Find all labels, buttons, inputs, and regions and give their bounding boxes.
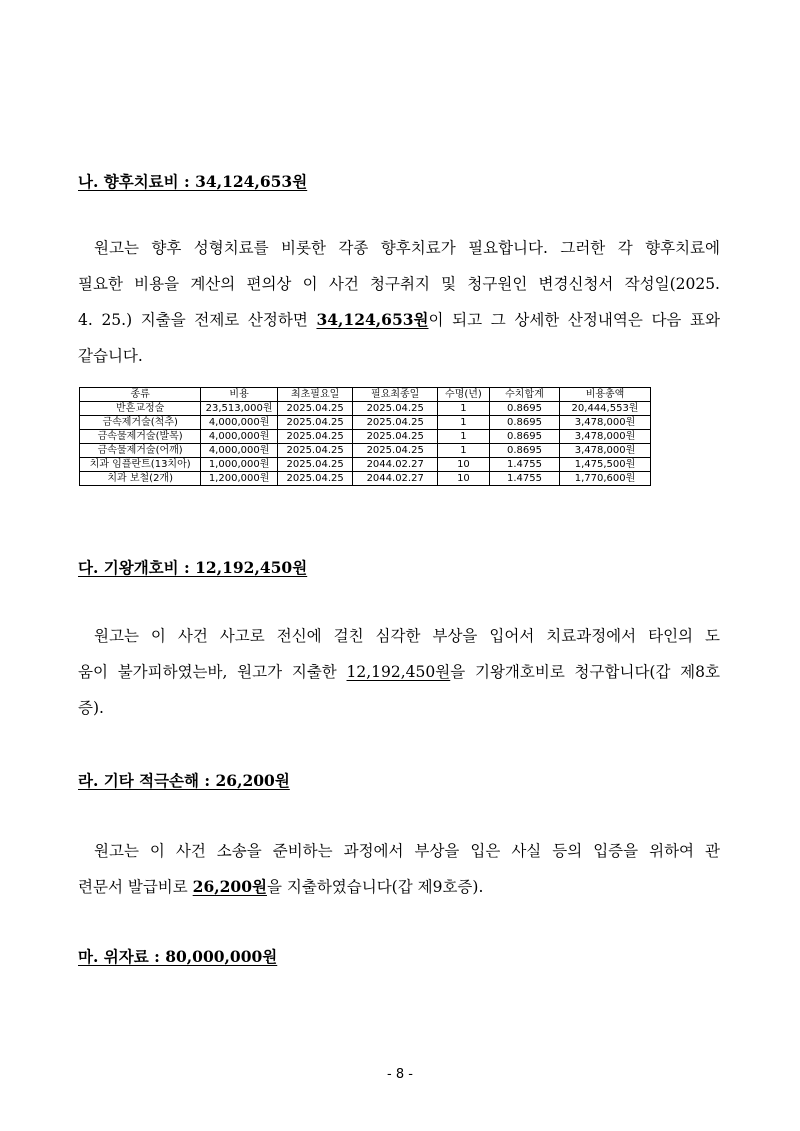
column-header: 종류: [80, 388, 201, 402]
table-row: [80, 472, 651, 486]
paragraph-line: 필요한 비용을 계산의 편의상 이 사건 청구취지 및 청구원인 변경신청서 작성일(2025.: [78, 275, 720, 293]
column-header: 최초필요일: [277, 388, 353, 402]
paragraph-line: 원고는 향후 성형치료를 비롯한 각종 향후치료가 필요합니다. 그러한 각 향후치료에: [94, 239, 720, 257]
table-cell: 0.8695: [489, 402, 559, 416]
table-cell: 반흔교정술: [80, 402, 201, 416]
table-cell: 2025.04.25: [353, 430, 438, 444]
table-cell: 3,478,000원: [560, 444, 651, 458]
column-header: 수명(년): [437, 388, 489, 402]
table-cell: 10: [437, 472, 489, 486]
table-cell: 2025.04.25: [277, 458, 353, 472]
table-cell: 4,000,000원: [201, 416, 278, 430]
table-cell: 금속물제거술(발목): [80, 430, 201, 444]
paragraph-line: 같습니다.: [78, 347, 143, 365]
table-cell: 0.8695: [489, 430, 559, 444]
table-cell: 2025.04.25: [353, 444, 438, 458]
paragraph-text: 을 기왕개호비로 청구합니다(갑 제8호: [450, 663, 720, 681]
past-nursing-paragraph: [78, 624, 720, 732]
past-nursing-amount: 12,192,450원: [346, 663, 451, 681]
table-row: [80, 402, 651, 416]
table-cell: 20,444,553원: [560, 402, 651, 416]
section-heading-future-treatment: 나. 향후치료비 : 34,124,653원: [78, 172, 308, 191]
table-cell: 1,475,500원: [560, 458, 651, 472]
table-cell: 금속물제거술(어깨): [80, 444, 201, 458]
table-cell: 금속제거술(척추): [80, 416, 201, 430]
table-cell: 0.8695: [489, 416, 559, 430]
table-cell: 3,478,000원: [560, 430, 651, 444]
paragraph-line: 원고는 이 사건 사고로 전신에 걸친 심각한 부상을 입어서 치료과정에서 타인의 도: [94, 627, 720, 645]
paragraph-line: [78, 308, 720, 344]
table-cell: 1: [437, 430, 489, 444]
section-heading-past-nursing: 다. 기왕개호비 : 12,192,450원: [78, 558, 308, 577]
future-treatment-paragraph: [78, 236, 720, 380]
other-damages-amount: 26,200원: [192, 877, 267, 896]
table-cell: 2025.04.25: [353, 402, 438, 416]
table-cell: 2025.04.25: [277, 444, 353, 458]
table-cell: 1: [437, 416, 489, 430]
table-cell: 1: [437, 402, 489, 416]
paragraph-line: [78, 660, 720, 696]
paragraph-text: 련문서 발급비로: [78, 878, 193, 896]
paragraph-line: [78, 875, 720, 911]
table-cell: 10: [437, 458, 489, 472]
section-heading-consolation: 마. 위자료 : 80,000,000원: [78, 947, 278, 966]
column-header: 비용총액: [560, 388, 651, 402]
table-cell: 3,478,000원: [560, 416, 651, 430]
column-header: 비용: [201, 388, 278, 402]
table-cell: 1.4755: [489, 458, 559, 472]
table-cell: 1: [437, 444, 489, 458]
column-header: 수치합계: [489, 388, 559, 402]
table-cell: 1,770,600원: [560, 472, 651, 486]
table-cell: 1,200,000원: [201, 472, 278, 486]
table-cell: 23,513,000원: [201, 402, 278, 416]
section-heading-other-damages: 라. 기타 적극손해 : 26,200원: [78, 771, 290, 790]
table-cell: 2025.04.25: [353, 416, 438, 430]
table-header-row: [80, 388, 651, 402]
table-cell: 1.4755: [489, 472, 559, 486]
table-cell: 치과 보철(2개): [80, 472, 201, 486]
table-row: [80, 430, 651, 444]
paragraph-line: 증).: [78, 699, 104, 717]
table-cell: 2025.04.25: [277, 430, 353, 444]
table-cell: 1,000,000원: [201, 458, 278, 472]
future-treatment-cost-table: [79, 387, 651, 486]
paragraph-text: 4. 25.) 지출을 전제로 산정하면: [78, 311, 317, 329]
table-cell: 0.8695: [489, 444, 559, 458]
page-number: - 8 -: [387, 1067, 413, 1082]
table-cell: 2025.04.25: [277, 402, 353, 416]
table-cell: 2025.04.25: [277, 472, 353, 486]
table-cell: 2044.02.27: [353, 472, 438, 486]
table-row: [80, 416, 651, 430]
table-row: [80, 444, 651, 458]
paragraph-text: 을 지출하였습니다(갑 제9호증).: [266, 878, 484, 896]
table-cell: 4,000,000원: [201, 444, 278, 458]
paragraph-text: 이 되고 그 상세한 산정내역은 다음 표와: [428, 311, 720, 329]
table-row: [80, 458, 651, 472]
other-damages-paragraph: [78, 839, 720, 911]
paragraph-line: 원고는 이 사건 소송을 준비하는 과정에서 부상을 입은 사실 등의 입증을 위하여 관: [94, 842, 720, 860]
table-cell: 4,000,000원: [201, 430, 278, 444]
table-cell: 치과 임플란트(13치아): [80, 458, 201, 472]
table-cell: 2025.04.25: [277, 416, 353, 430]
column-header: 필요최종일: [353, 388, 438, 402]
paragraph-text: 움이 불가피하였는바, 원고가 지출한: [78, 663, 347, 681]
future-treatment-amount: 34,124,653원: [316, 310, 429, 329]
table-cell: 2044.02.27: [353, 458, 438, 472]
